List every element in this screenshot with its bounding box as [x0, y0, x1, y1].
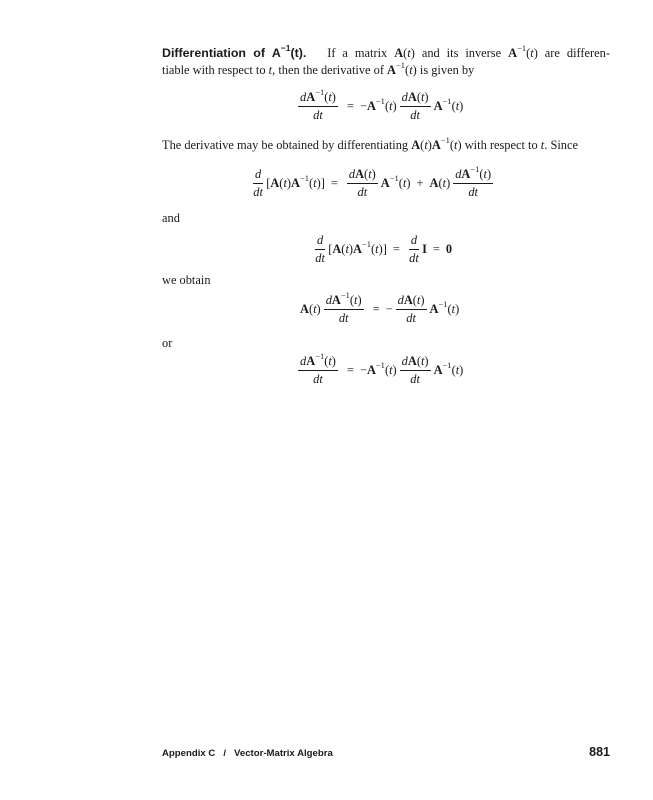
- page-number: 881: [589, 745, 610, 759]
- equation-product-rule: $\frac{d}{dt}$ $[A(t)A^{-1}(t)]$ = $\frac{dA(t)}{dt}$ $A^{-1}(t)$ + A(t) $\frac{dA^{-1}(t)}{dt}$: [253, 164, 492, 199]
- fraction: $\frac{dA(t)}{dt}$: [401, 90, 429, 122]
- intro-line-1: Differentiation of $A^{-1}(t)$. If a matrix A(t) and its inverse $A^{-1}(t)$ are differen-: [162, 43, 611, 60]
- connector-we-obtain: we obtain: [162, 273, 211, 287]
- fraction: $\frac{dA^{-1}(t)}{dt}$: [455, 164, 492, 199]
- fraction: $\frac{dA^{-1}(t)}{dt}$: [325, 290, 362, 325]
- fraction: $\frac{dA^{-1}(t)}{dt}$: [300, 351, 336, 386]
- equation-derivative-inverse: $\frac{dA^{-1}(t)}{dt}$ = $-A^{-1}(t)$ $\frac{dA(t)}{dt}$ $A^{-1}(t)$: [300, 87, 464, 122]
- fraction: $\frac{dA^{-1}(t)}{dt}$: [300, 87, 336, 122]
- fraction: $\frac{d}{dt}$: [409, 233, 419, 265]
- equation-result: $\frac{dA^{-1}(t)}{dt}$ = $-A^{-1}(t)$ $\frac{dA(t)}{dt}$ $A^{-1}(t)$: [300, 351, 464, 386]
- derivation-paragraph: The derivative may be obtained by differentiating $A(t)A^{-1}(t)$ with respect to t. Since: [162, 135, 578, 152]
- section-heading: Differentiation of $A^{-1}(t)$.: [162, 43, 307, 60]
- fraction: $\frac{dA(t)}{dt}$: [397, 293, 425, 325]
- page-footer: [162, 745, 610, 759]
- connector-or: or: [162, 336, 173, 350]
- fraction: $\frac{dA(t)}{dt}$: [401, 354, 429, 386]
- running-footer: Appendix C / Vector-Matrix Algebra: [162, 748, 333, 759]
- fraction: $\frac{dA(t)}{dt}$: [348, 167, 376, 199]
- equation-intermediate: A(t) $\frac{dA^{-1}(t)}{dt}$ = − $\frac{dA(t)}{dt}$ $A^{-1}(t)$: [300, 290, 460, 325]
- fraction: $\frac{d}{dt}$: [253, 167, 263, 199]
- intro-paragraph: [162, 45, 610, 79]
- connector-and: and: [162, 211, 180, 225]
- intro-line-2: tiable with respect to t, then the derivative of $A^{-1}(t)$ is given by: [162, 60, 475, 77]
- equation-identity-derivative: $\frac{d}{dt}$ $[A(t)A^{-1}(t)]$ = $\frac{d}{dt}$ I = 0: [315, 233, 453, 265]
- fraction: $\frac{d}{dt}$: [315, 233, 325, 265]
